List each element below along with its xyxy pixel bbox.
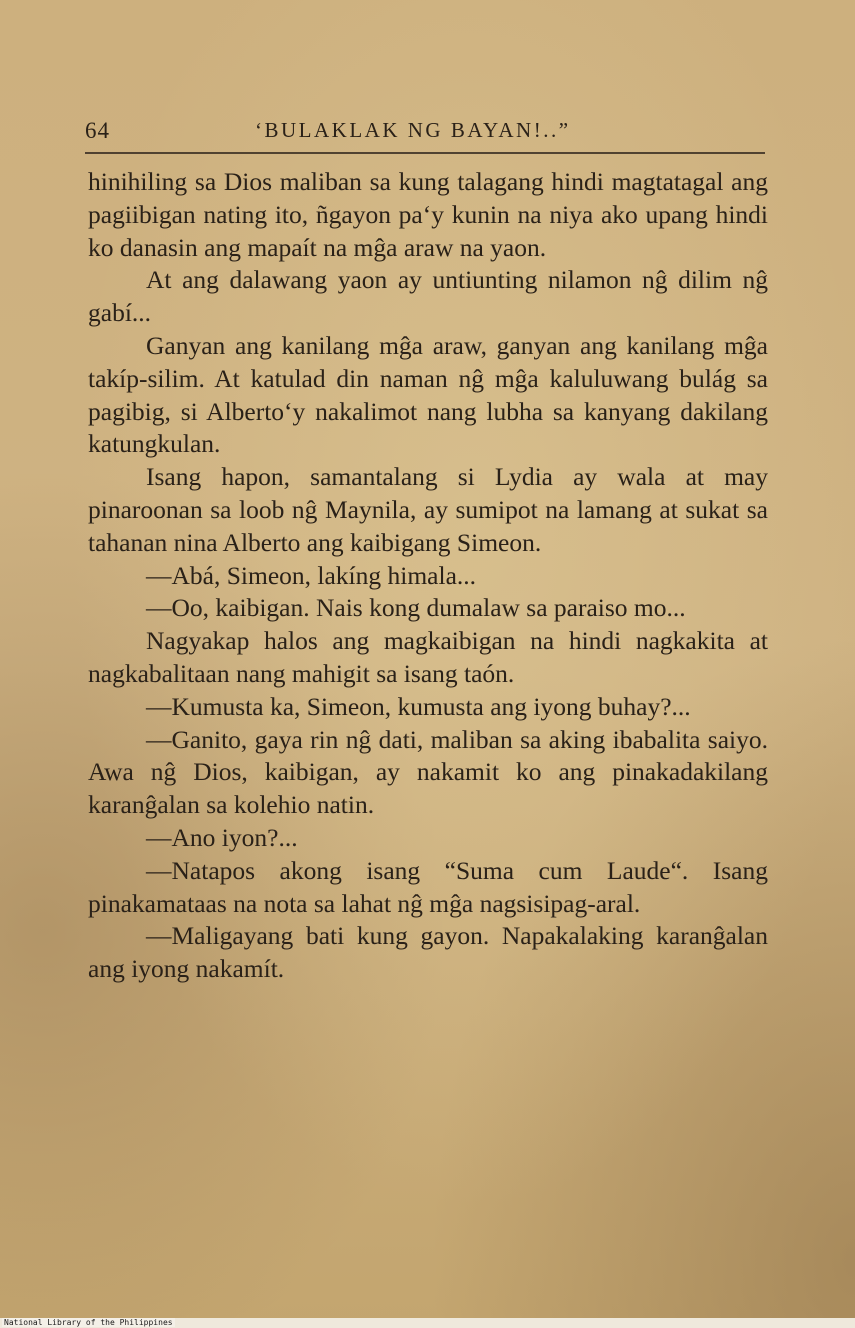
paragraph: —Kumusta ka, Simeon, kumusta ang iyong buhay?... [146, 691, 691, 721]
running-title: ‘BULAKLAK NG BAYAN!..” [255, 118, 571, 142]
page-header [85, 118, 765, 148]
header-rule [85, 152, 765, 154]
paragraph: Ganyan ang kanilang mĝa araw, ganyan ang kanilang mĝa takíp-silim. At katulad din naman nĝ mĝa kaluluwang bulág sa pagibig, si Alberto‘y nakalimot nang lubha sa kanyang dakilang katungkulan. [88, 330, 768, 459]
paragraph: —Natapos akong isang “Suma cum Laude“. Isang pinakamataas na nota sa lahat nĝ mĝa nagsisipag-aral. [88, 855, 768, 918]
body-text [88, 166, 768, 986]
paragraph: —Maligayang bati kung gayon. Napakalaking karanĝalan ang iyong nakamít. [88, 921, 768, 984]
paragraph: hinihiling sa Dios maliban sa kung talagang hindi magtatagal ang pagiibigan nating ito, ñgayon pa‘y kunin na niya ako upang hindi ko danasin ang mapaít na mĝa araw na yaon. [88, 167, 768, 262]
page-number: 64 [85, 118, 110, 143]
paragraph: At ang dalawang yaon ay untiunting nilamon nĝ dilim nĝ gabí... [88, 265, 768, 328]
paragraph: —Oo, kaibigan. Nais kong dumalaw sa paraiso mo... [146, 593, 686, 623]
paragraph: —Ganito, gaya rin nĝ dati, maliban sa aking ibabalita saiyo. Awa nĝ Dios, kaibigan, ay nakamit ko ang pinakadakilang karanĝalan sa kolehio natin. [88, 724, 768, 820]
paragraph: Isang hapon, samantalang si Lydia ay wala at may pinaroonan sa loob nĝ Maynila, ay sumipot na lamang at sukat sa tahanan nina Alberto ang kaibigang Simeon. [88, 462, 768, 557]
paragraph: —Abá, Simeon, lakíng himala... [146, 560, 477, 590]
paragraph: —Ano iyon?... [146, 822, 298, 852]
paragraph: Nagyakap halos ang magkaibigan na hindi nagkakita at nagkabalitaan nang mahigit sa isang taón. [88, 626, 768, 688]
library-credit: National Library of the Philippines [4, 1318, 173, 1327]
